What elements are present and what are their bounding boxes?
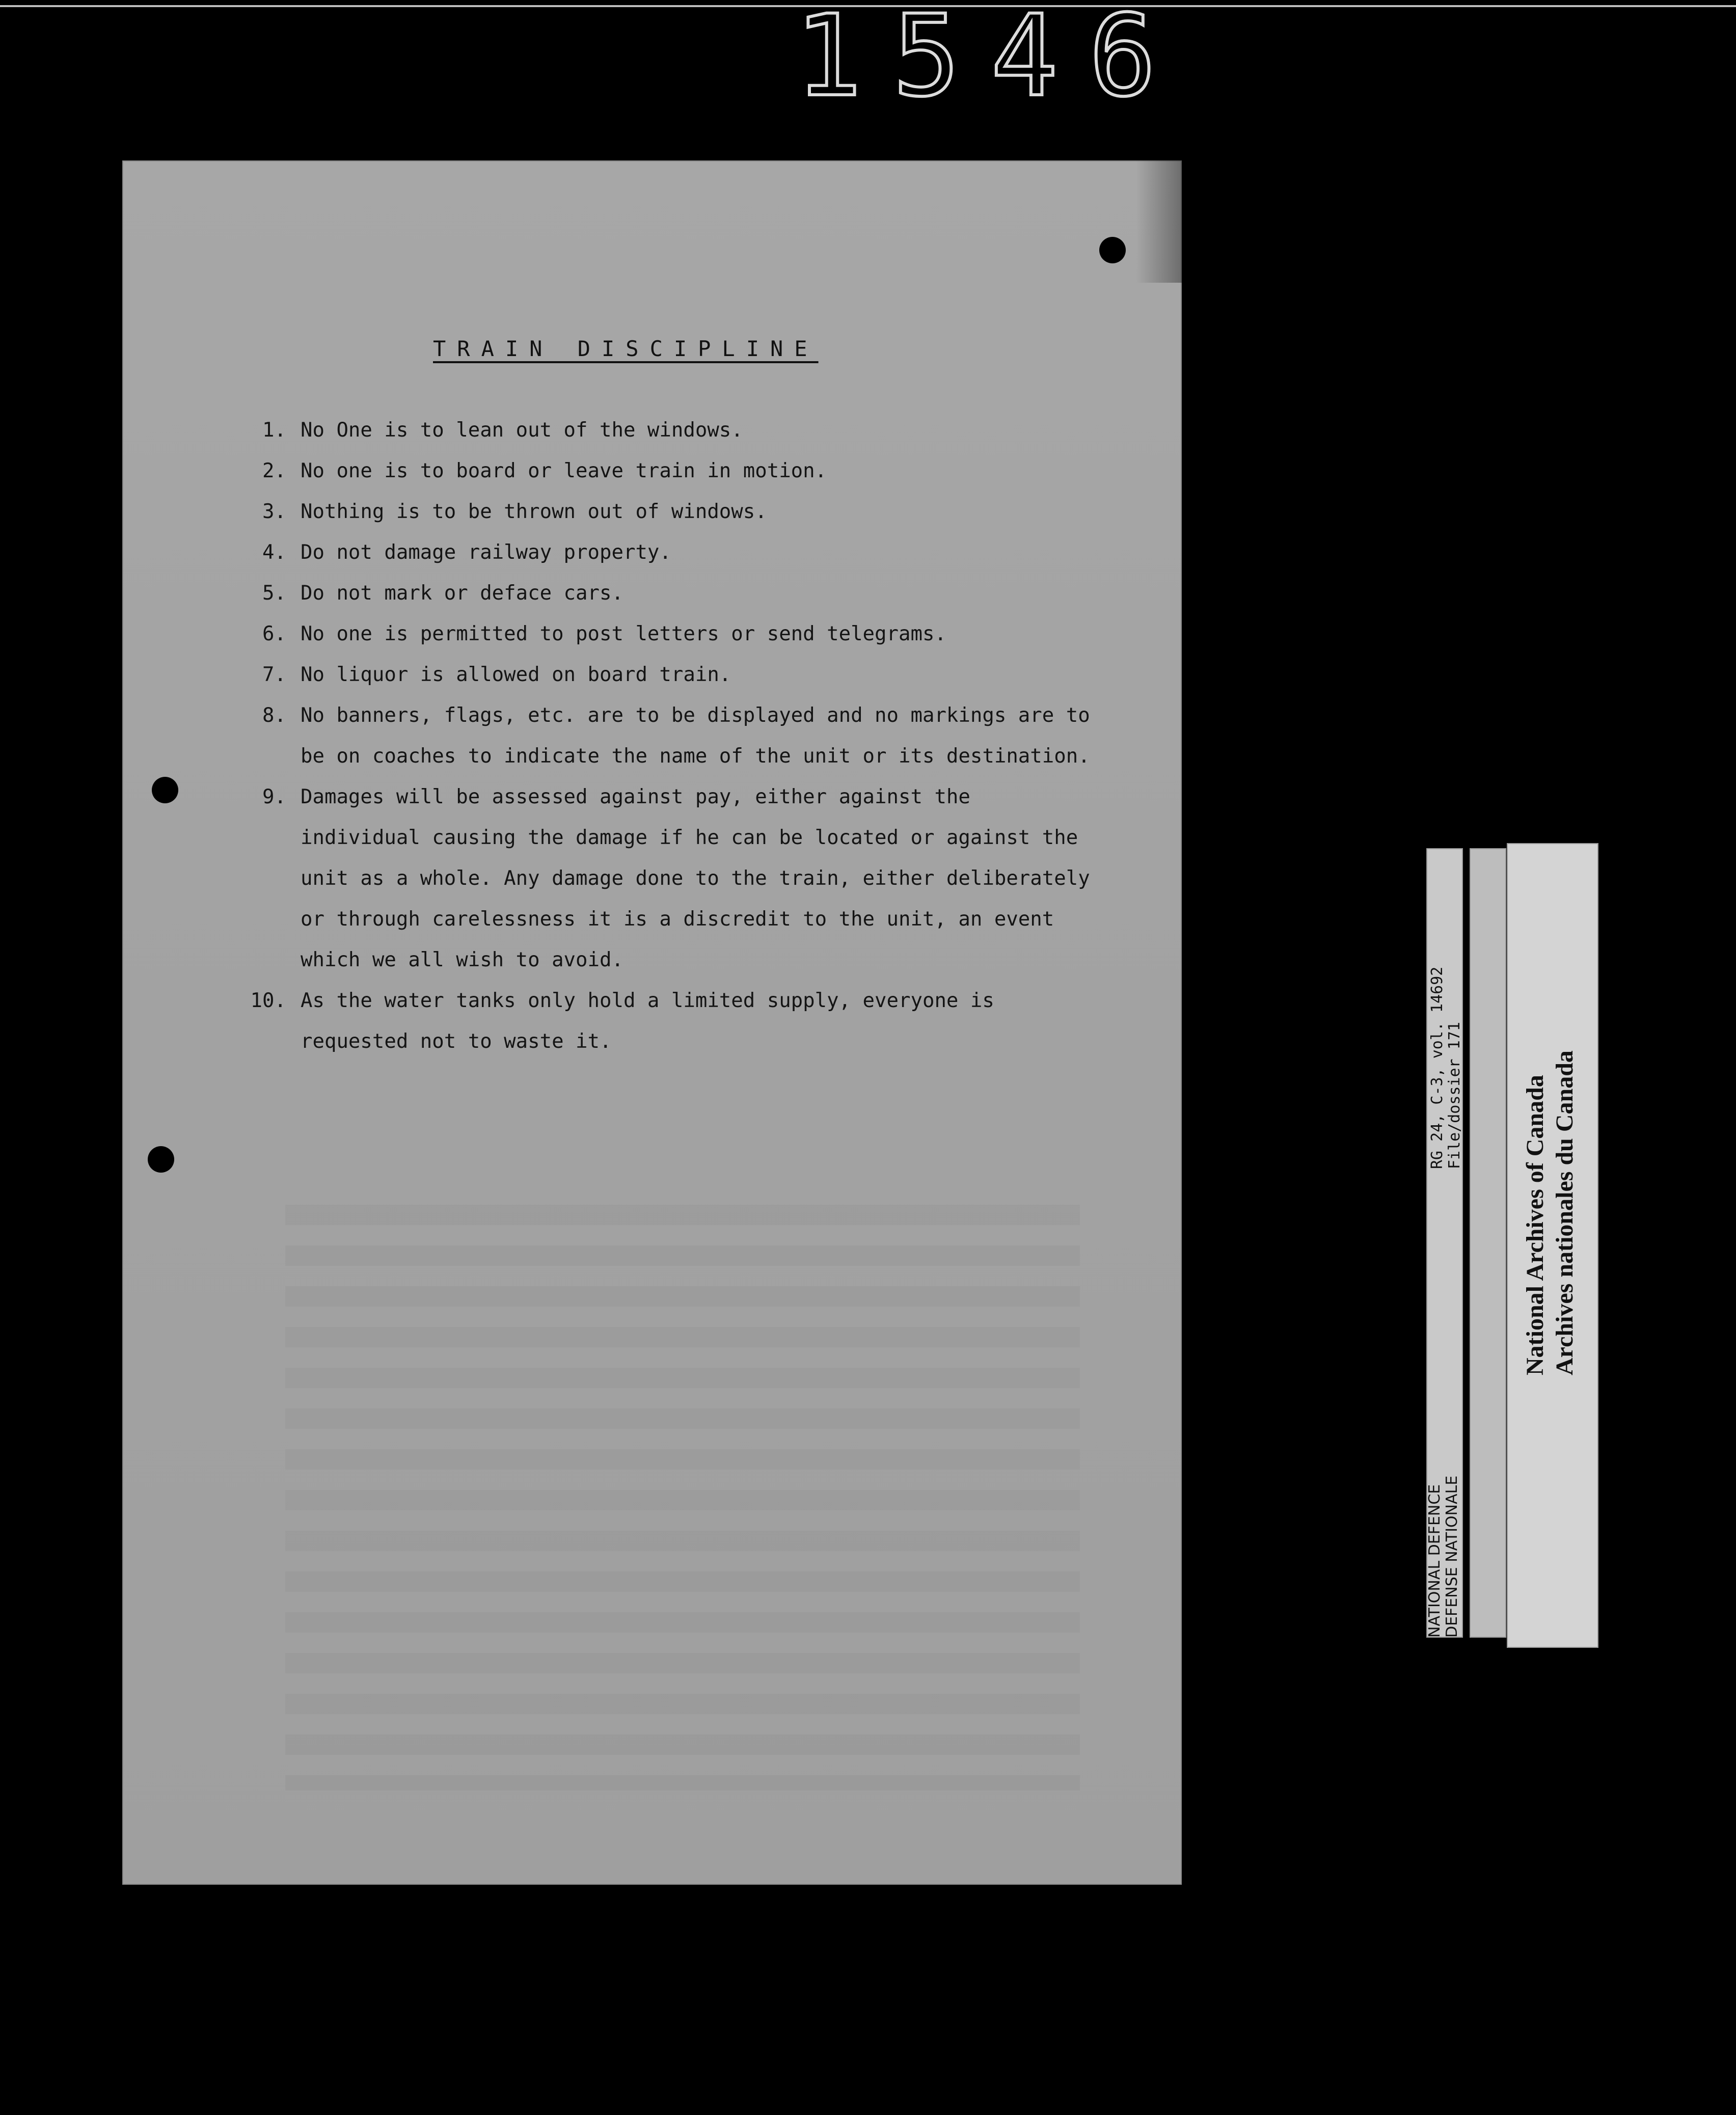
department-line: DEFENSE NATIONALE	[1443, 1475, 1461, 1638]
department-line: NATIONAL DEFENCE	[1426, 1484, 1444, 1638]
rule-item	[247, 777, 1215, 981]
rule-number: 6.	[262, 622, 286, 645]
rule-text: No liquor is allowed on board train.	[301, 663, 731, 686]
reference-line: RG 24, C-3, vol. 14692	[1428, 966, 1446, 1169]
rule-item	[247, 695, 1215, 777]
reference-line: File/dossier 171	[1446, 1022, 1463, 1169]
rule-number: 8.	[262, 704, 286, 727]
department-label	[1426, 1414, 1461, 1638]
rule-text: No one is to board or leave train in motion.	[301, 459, 827, 482]
rule-text: Do not mark or deface cars.	[301, 582, 623, 605]
archive-label-strip	[1470, 848, 1506, 1638]
punch-hole-top	[1099, 237, 1126, 263]
rule-item	[247, 492, 1215, 532]
rule-text: Damages will be assessed against pay, either against the individual causing the damage if he can be located or against the unit as a whole. Any damage done to the train, either deliberately or through carelessness it is a discredit to the unit, an event which we all wish to avoid.	[301, 785, 1090, 971]
rule-number: 7.	[262, 663, 286, 686]
rule-number: 9.	[262, 785, 286, 808]
document-page	[122, 160, 1182, 1885]
rule-item	[247, 981, 1215, 1062]
rule-number: 5.	[262, 582, 286, 605]
rule-text: Do not damage railway property.	[301, 541, 671, 564]
archives-label	[1521, 1019, 1580, 1375]
archives-name-fr: Archives nationales du Canada	[1551, 1050, 1578, 1375]
rule-text: As the water tanks only hold a limited supply, everyone is requested not to waste it.	[301, 989, 994, 1053]
rule-text: Nothing is to be thrown out of windows.	[301, 500, 767, 523]
rule-number: 4.	[262, 541, 286, 564]
rule-item	[247, 655, 1215, 695]
archives-name-en: National Archives of Canada	[1522, 1075, 1549, 1375]
punch-hole-lower	[148, 1146, 174, 1173]
rule-item	[247, 451, 1215, 492]
punch-hole-middle	[152, 777, 178, 803]
reference-label	[1429, 884, 1463, 1169]
document-title: TRAIN DISCIPLINE	[433, 336, 819, 361]
rule-item	[247, 573, 1215, 614]
rule-item	[247, 410, 1215, 451]
rule-text: No banners, flags, etc. are to be displayed and no markings are to be on coaches to indicate the name of the unit or its destination.	[301, 704, 1090, 768]
page-fold-shadow	[1136, 160, 1182, 283]
rule-text: No One is to lean out of the windows.	[301, 419, 743, 442]
rules-list	[247, 410, 1215, 1062]
rule-number: 2.	[262, 459, 286, 482]
rule-text: No one is permitted to post letters or send telegrams.	[301, 622, 946, 645]
rule-item	[247, 532, 1215, 573]
microfilm-frame-number: 1546	[795, 0, 1187, 121]
rule-item	[247, 614, 1215, 655]
rule-number: 10.	[250, 989, 286, 1012]
rule-number: 1.	[262, 419, 286, 442]
rule-number: 3.	[262, 500, 286, 523]
